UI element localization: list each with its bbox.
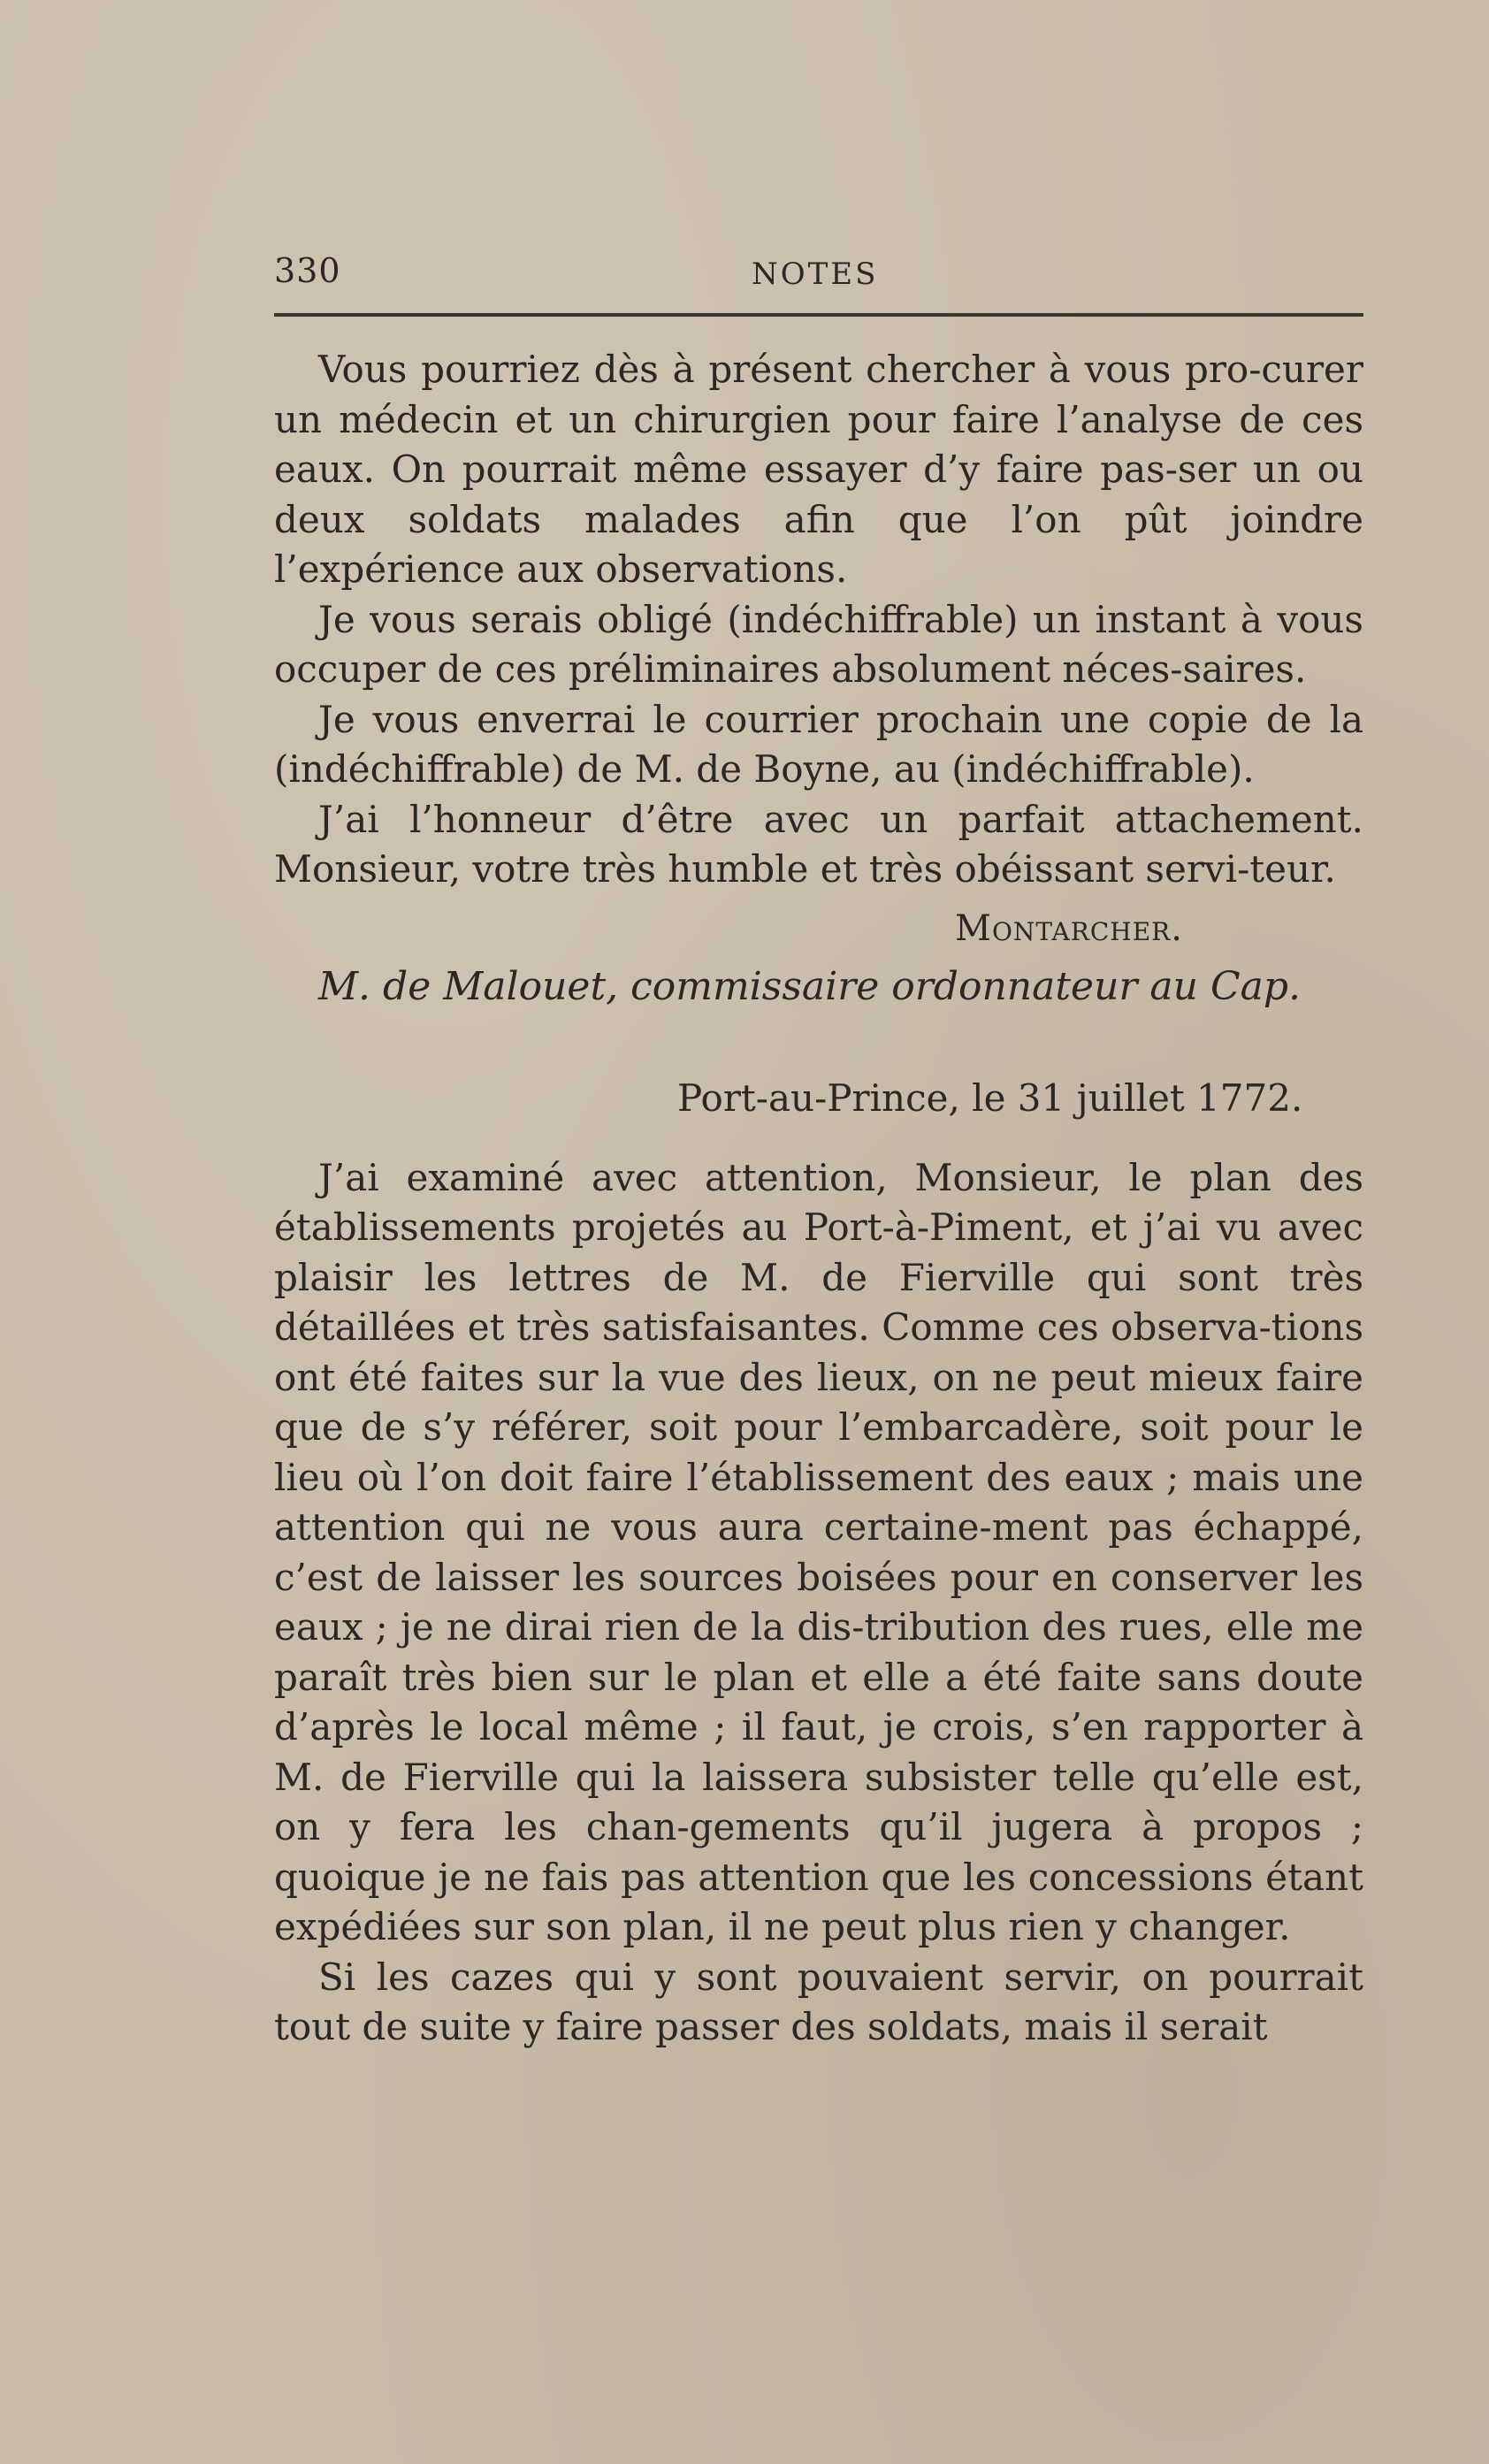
paragraph: J’ai l’honneur d’être avec un parfait attachement. Monsieur, votre très humble et très obéissant servi-teur. (274, 797, 1363, 891)
dateline: Port-au-Prince, le 31 juillet 1772. (677, 1075, 1303, 1120)
paragraph: Je vous enverrai le courrier prochain une copie de la (indéchiffrable) de M. de Boyne, au (indéchiffrable). (274, 697, 1363, 791)
page-number: 330 (274, 251, 341, 290)
paragraph: J’ai examiné avec attention, Monsieur, le plan des établissements projetés au Port-à-Piment, et j’ai vu avec plaisir les lettres de M. de Fierville qui sont très détaillées et très satisfaisantes. Comme ces observa-tions ont été faites sur la vue des lieux, on ne peut mieux faire que de s’y référer, soit pour l’embarcadère, soit pour le lieu où l’on doit faire l’établissement des eaux ; mais une attention qui ne vous aura certaine-ment pas échappé, c’est de laisser les sources boisées pour en conserver les eaux ; je ne dirai rien de la dis-tribution des rues, elle me paraît très bien sur le plan et elle a été faite sans doute d’après le local même ; il faut, je crois, s’en rapporter à M. de Fierville qui la laissera subsister telle qu’elle est, on y fera les chan-gements qu’il jugera à propos ; quoique je ne fais pas attention que les concessions étant expédiées sur son plan, il ne peut plus rien y changer. (274, 1155, 1363, 1948)
book-page (274, 239, 1363, 2273)
header-rule (274, 313, 1363, 317)
paragraph: Je vous serais obligé (indéchiffrable) un instant à vous occuper de ces préliminaires absolument néces-saires. (274, 597, 1363, 691)
paragraph: Vous pourriez dès à présent chercher à vous pro-curer un médecin et un chirurgien pour faire l’analyse de ces eaux. On pourrait même essayer d’y faire pas-ser un ou deux soldats malades afin que l’on pût joindre l’expérience aux observations. (274, 348, 1363, 591)
section-title: NOTES (752, 256, 879, 292)
signature: Montarcher. (955, 907, 1183, 949)
running-head (274, 251, 1363, 304)
addressee: M. de Malouet, commissaire ordonnateur au Cap. (318, 963, 1302, 1009)
paragraph: Si les cazes qui y sont pouvaient servir, on pourrait tout de suite y faire passer des soldats, mais il serait (274, 1955, 1363, 2048)
body-text (274, 345, 1363, 2053)
